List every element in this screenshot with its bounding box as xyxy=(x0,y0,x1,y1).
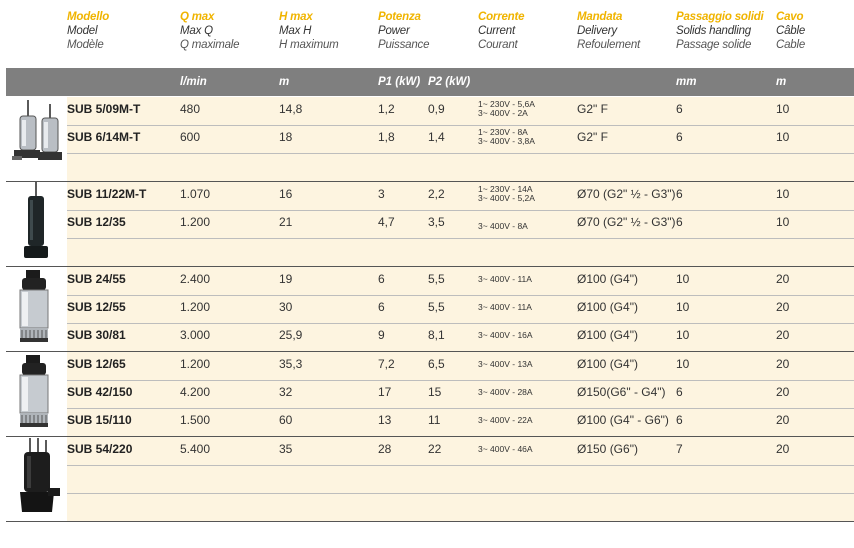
qmax-cell: 1.200 xyxy=(180,357,211,371)
current-cell-line2: 3~ 400V - 3,8A xyxy=(478,136,535,146)
qmax-cell: 480 xyxy=(180,102,201,116)
delivery-cell: Ø150(G6" - G4") xyxy=(577,385,666,399)
header-hmax: H max Max H H maximum xyxy=(279,11,339,51)
hmax-cell: 32 xyxy=(279,385,293,399)
solids-cell: 10 xyxy=(676,328,690,342)
unit-cable: m xyxy=(776,76,787,88)
p2-cell: 8,1 xyxy=(428,328,445,342)
cable-cell: 20 xyxy=(776,272,790,286)
unit-q: l/min xyxy=(180,76,207,88)
p2-cell: 2,2 xyxy=(428,187,445,201)
unit-h: m xyxy=(279,76,290,88)
group-divider xyxy=(6,351,854,352)
p1-cell: 17 xyxy=(378,385,392,399)
hmax-cell: 14,8 xyxy=(279,102,303,116)
solids-cell: 7 xyxy=(676,442,683,456)
current-cell-line2: 3~ 400V - 2A xyxy=(478,108,528,118)
solids-cell: 6 xyxy=(676,215,683,229)
p2-cell: 22 xyxy=(428,442,442,456)
model-cell: SUB 6/14M-T xyxy=(67,130,141,144)
row-divider xyxy=(67,125,854,126)
header-delivery: Mandata Delivery Refoulement xyxy=(577,11,641,51)
delivery-cell: G2" F xyxy=(577,130,608,144)
current-cell: 3~ 400V - 8A xyxy=(478,221,528,231)
cable-cell: 20 xyxy=(776,413,790,427)
model-cell: SUB 15/110 xyxy=(67,413,132,427)
header-qmax: Q max Max Q Q maximale xyxy=(180,11,240,51)
delivery-cell: Ø70 (G2" ½ - G3") xyxy=(577,187,676,201)
group-divider xyxy=(6,266,854,267)
delivery-cell: Ø100 (G4") xyxy=(577,300,638,314)
row-divider xyxy=(67,238,854,239)
delivery-cell: Ø150 (G6") xyxy=(577,442,638,456)
model-cell: SUB 5/09M-T xyxy=(67,102,141,116)
solids-cell: 6 xyxy=(676,130,683,144)
unit-p1: P1 (kW) xyxy=(378,76,421,88)
delivery-cell: Ø100 (G4") xyxy=(577,328,638,342)
table-row-empty xyxy=(67,238,854,266)
black-pump-icon xyxy=(8,438,64,516)
p2-cell: 5,5 xyxy=(428,300,445,314)
group-divider xyxy=(6,181,854,182)
p1-cell: 6 xyxy=(378,272,385,286)
steel-pump-icon-1 xyxy=(12,268,56,348)
p1-cell: 28 xyxy=(378,442,392,456)
p2-cell: 6,5 xyxy=(428,357,445,371)
slim-pump-icon xyxy=(18,182,54,262)
solids-cell: 6 xyxy=(676,385,683,399)
qmax-cell: 2.400 xyxy=(180,272,211,286)
header-model: Modello Model Modèle xyxy=(67,11,110,51)
delivery-cell: Ø100 (G4") xyxy=(577,272,638,286)
p1-cell: 13 xyxy=(378,413,392,427)
current-cell-line1: 1~ 230V - 8A xyxy=(478,127,528,137)
delivery-cell: Ø100 (G4" - G6") xyxy=(577,413,669,427)
group-divider xyxy=(6,521,854,522)
current-cell: 3~ 400V - 28A xyxy=(478,387,533,397)
model-cell: SUB 12/35 xyxy=(67,215,126,229)
current-cell: 3~ 400V - 11A xyxy=(478,274,532,284)
p1-cell: 3 xyxy=(378,187,385,201)
current-cell: 3~ 400V - 22A xyxy=(478,415,533,425)
current-cell: 3~ 400V - 13A xyxy=(478,359,533,369)
header-solids: Passaggio solidi Solids handling Passage solide xyxy=(676,11,764,51)
cable-cell: 10 xyxy=(776,130,790,144)
solids-cell: 10 xyxy=(676,300,690,314)
cable-cell: 20 xyxy=(776,357,790,371)
hmax-cell: 35 xyxy=(279,442,293,456)
model-cell: SUB 12/55 xyxy=(67,300,126,314)
solids-cell: 10 xyxy=(676,357,690,371)
qmax-cell: 5.400 xyxy=(180,442,211,456)
p2-cell: 5,5 xyxy=(428,272,445,286)
row-divider xyxy=(67,153,854,154)
hmax-cell: 16 xyxy=(279,187,293,201)
current-cell: 3~ 400V - 46A xyxy=(478,444,533,454)
group-divider xyxy=(6,436,854,437)
solids-cell: 6 xyxy=(676,102,683,116)
unit-p2: P2 (kW) xyxy=(428,76,471,88)
header-power: Potenza Power Puissance xyxy=(378,11,430,51)
qmax-cell: 1.070 xyxy=(180,187,211,201)
p1-cell: 1,2 xyxy=(378,102,395,116)
current-cell: 3~ 400V - 16A xyxy=(478,330,533,340)
steel-pump-icon-2 xyxy=(12,353,56,433)
model-cell: SUB 54/220 xyxy=(67,442,133,456)
delivery-cell: Ø70 (G2" ½ - G3") xyxy=(577,215,676,229)
row-divider xyxy=(67,380,854,381)
current-cell-line2: 3~ 400V - 5,2A xyxy=(478,193,535,203)
pump-pair-icon xyxy=(8,100,64,166)
hmax-cell: 19 xyxy=(279,272,293,286)
hmax-cell: 18 xyxy=(279,130,293,144)
model-cell: SUB 24/55 xyxy=(67,272,126,286)
row-divider xyxy=(67,210,854,211)
p1-cell: 6 xyxy=(378,300,385,314)
cable-cell: 20 xyxy=(776,300,790,314)
row-divider xyxy=(67,295,854,296)
p2-cell: 15 xyxy=(428,385,442,399)
p2-cell: 0,9 xyxy=(428,102,445,116)
header-cable: Cavo Câble Cable xyxy=(776,11,806,51)
solids-cell: 6 xyxy=(676,413,683,427)
cable-cell: 20 xyxy=(776,385,790,399)
cable-cell: 10 xyxy=(776,215,790,229)
qmax-cell: 3.000 xyxy=(180,328,211,342)
row-divider xyxy=(67,493,854,494)
model-cell: SUB 30/81 xyxy=(67,328,126,342)
p1-cell: 9 xyxy=(378,328,385,342)
model-cell: SUB 42/150 xyxy=(67,385,133,399)
current-cell-line1: 1~ 230V - 5,6A xyxy=(478,99,535,109)
hmax-cell: 60 xyxy=(279,413,293,427)
p1-cell: 1,8 xyxy=(378,130,395,144)
qmax-cell: 1.500 xyxy=(180,413,211,427)
model-cell: SUB 11/22M-T xyxy=(67,187,147,201)
unit-solids: mm xyxy=(676,76,697,88)
p2-cell: 11 xyxy=(428,413,441,427)
table-row-empty xyxy=(67,493,854,521)
p2-cell: 3,5 xyxy=(428,215,445,229)
cable-cell: 10 xyxy=(776,187,790,201)
solids-cell: 10 xyxy=(676,272,690,286)
qmax-cell: 1.200 xyxy=(180,300,211,314)
model-cell: SUB 12/65 xyxy=(67,357,126,371)
row-divider xyxy=(67,408,854,409)
p1-cell: 4,7 xyxy=(378,215,395,229)
hmax-cell: 25,9 xyxy=(279,328,303,342)
hmax-cell: 30 xyxy=(279,300,293,314)
table-row-empty xyxy=(67,465,854,493)
header-current: Corrente Current Courant xyxy=(478,11,525,51)
row-divider xyxy=(67,465,854,466)
p1-cell: 7,2 xyxy=(378,357,395,371)
table-row-empty xyxy=(67,153,854,181)
p2-cell: 1,4 xyxy=(428,130,445,144)
cable-cell: 10 xyxy=(776,102,790,116)
delivery-cell: G2" F xyxy=(577,102,608,116)
solids-cell: 6 xyxy=(676,187,683,201)
delivery-cell: Ø100 (G4") xyxy=(577,357,638,371)
hmax-cell: 21 xyxy=(279,215,293,229)
qmax-cell: 4.200 xyxy=(180,385,211,399)
cable-cell: 20 xyxy=(776,442,790,456)
cable-cell: 20 xyxy=(776,328,790,342)
qmax-cell: 1.200 xyxy=(180,215,211,229)
current-cell-line1: 1~ 230V - 14A xyxy=(478,184,533,194)
current-cell: 3~ 400V - 11A xyxy=(478,302,532,312)
hmax-cell: 35,3 xyxy=(279,357,303,371)
row-divider xyxy=(67,323,854,324)
qmax-cell: 600 xyxy=(180,130,201,144)
